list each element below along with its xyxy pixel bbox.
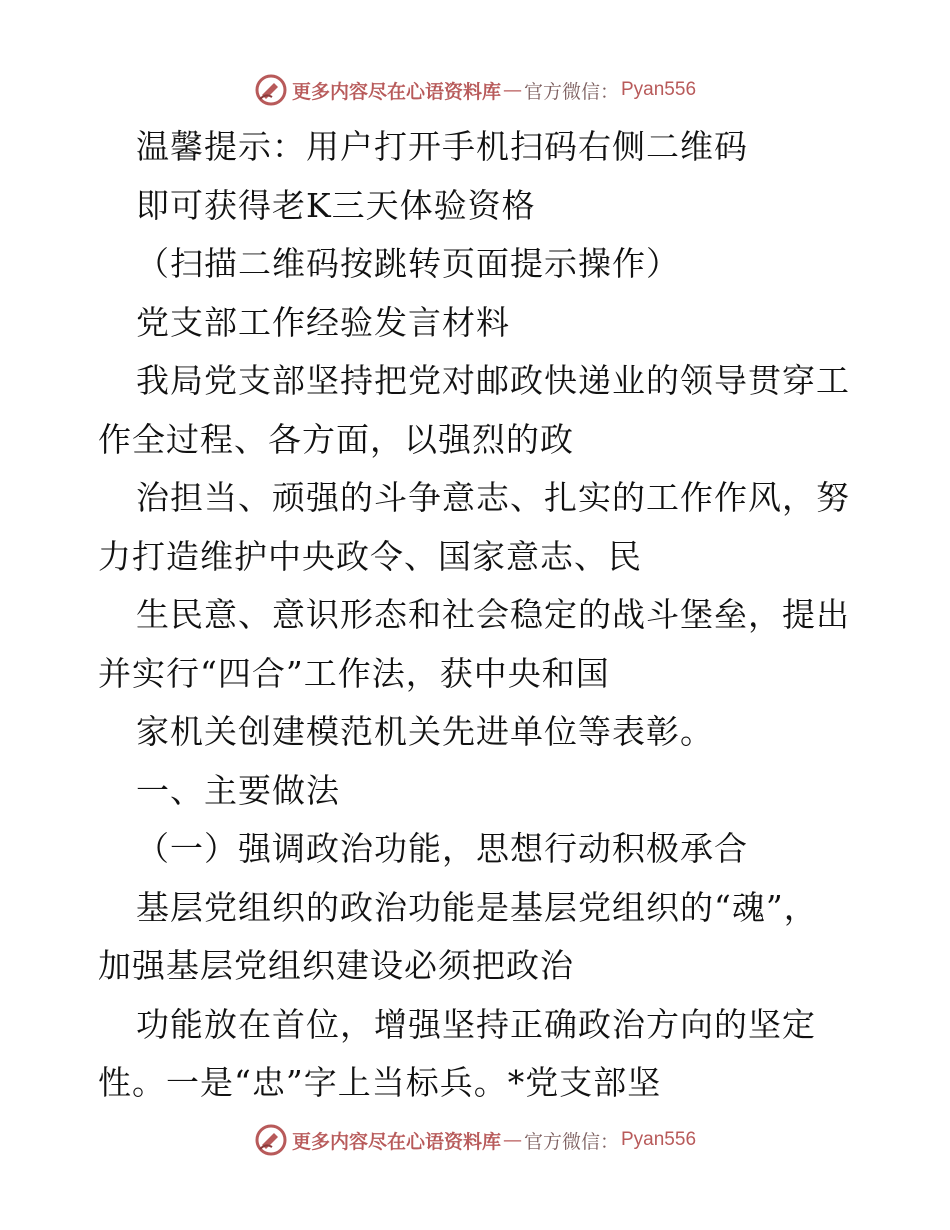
text-line: 生民意、意识形态和社会稳定的战斗堡垒，提出 [136, 595, 850, 634]
text-line: 我局党支部坚持把党对邮政快递业的领导贯穿工 [136, 361, 850, 400]
text-line: 温馨提示：用户打开手机扫码右侧二维码 [136, 127, 748, 166]
text-line: 力打造维护中央政令、国家意志、民 [98, 536, 642, 576]
banner-wechat-label: 官方微信： [523, 80, 619, 103]
text-line: 并实行“四合”工作法，获中央和国 [98, 653, 610, 693]
document-title: 党支部工作经验发言材料 [136, 302, 510, 342]
text-line: 即可获得老K三天体验资格 [136, 185, 536, 225]
text-line: 功能放在首位，增强坚持正确政治方向的坚定 [136, 1004, 816, 1044]
banner-wechat-label: 官方微信： [523, 1130, 619, 1153]
text-line: 治担当、顽强的斗争意志、扎实的工作作风，努 [136, 478, 850, 517]
footer-watermark-banner [0, 1120, 950, 1160]
section-heading: 一、主要做法 [136, 770, 340, 810]
banner-wechat-id: Pyan556 [621, 1129, 697, 1150]
text-line: 性。一是“忠”字上当标兵。*党支部坚 [98, 1063, 662, 1102]
banner-wechat-id: Pyan556 [621, 79, 697, 100]
document-body [98, 118, 858, 1113]
banner-site-text: 更多内容尽在心语资料库 [291, 80, 501, 103]
banner-dash: — [502, 79, 522, 101]
text-line: （扫描二维码按跳转页面提示操作） [136, 244, 680, 283]
text-line: 家机关创建模范机关先进单位等表彰。 [136, 712, 714, 751]
text-line: 基层党组织的政治功能是基层党组织的“魂”， [136, 887, 818, 927]
header-watermark-banner [0, 70, 950, 110]
text-line: 加强基层党组织建设必须把政治 [98, 946, 574, 985]
text-line: 作全过程、各方面，以强烈的政 [98, 419, 574, 459]
subsection-heading: （一）强调政治功能，思想行动积极承合 [136, 829, 748, 868]
banner-dash: — [502, 1129, 522, 1151]
book-pen-logo-icon [254, 73, 288, 107]
banner-site-text: 更多内容尽在心语资料库 [291, 1130, 501, 1153]
book-pen-logo-icon [254, 1123, 288, 1157]
